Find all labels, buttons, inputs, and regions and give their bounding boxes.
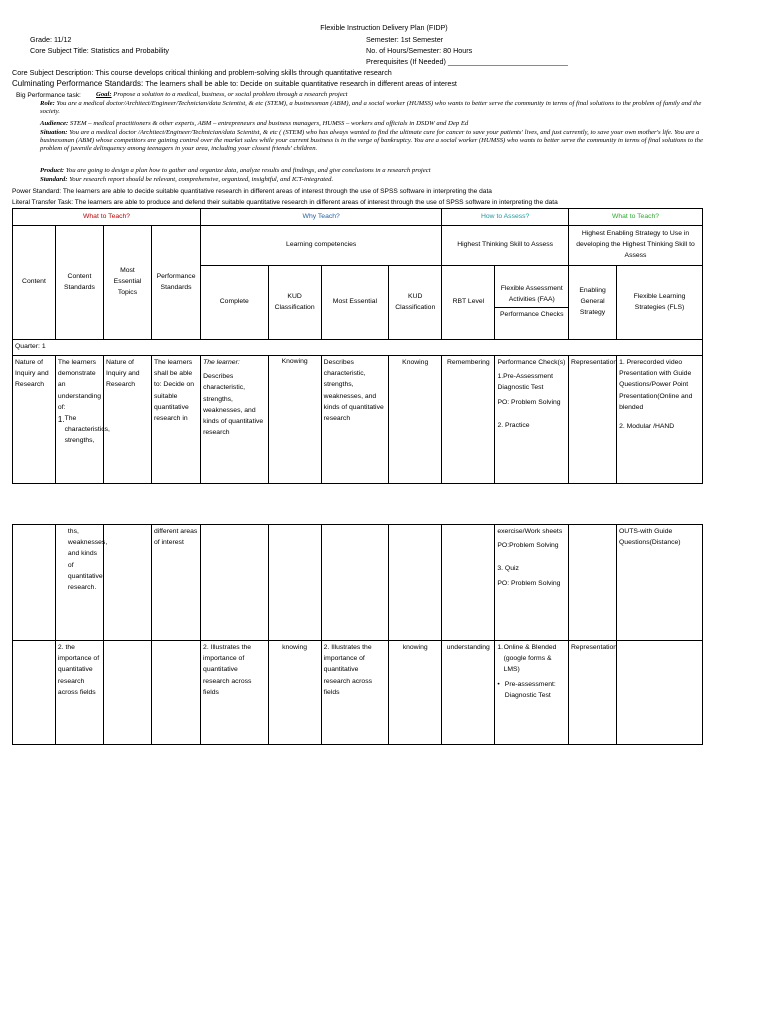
goal-label: Goal:	[96, 91, 112, 98]
content-standards-header: Content Standards	[55, 226, 103, 340]
r1-most-essential: Describes characteristic, strengths, weaknesses, and kinds of quantitative research	[321, 356, 388, 484]
r2-faa-2: PO:Problem Solving	[497, 542, 559, 550]
rbt-level-header: RBT Level	[442, 266, 495, 340]
r1-cs-item-text: The characteristics, strengths,	[64, 415, 110, 445]
big-performance-task-label: Big Performance task:	[16, 92, 81, 99]
r1-fls	[617, 356, 703, 484]
r1-faa-2: 1.Pre-Assessment Diagnostic Test	[497, 373, 553, 392]
r3-kud2: knowing	[389, 641, 442, 745]
ltt-text: The learners are able to produce and defend their suitable quantitative research in different areas of interest through the use of SPSS software in interpreting the data	[74, 199, 558, 206]
r1-kud1: Knowing	[268, 356, 321, 484]
r3-faa-item-1: 1. Online & Blended (google forms & LMS)	[497, 642, 566, 676]
goal-line	[96, 91, 656, 99]
r3-faa-1: Online & Blended (google forms & LMS)	[503, 644, 557, 674]
culminating-standards	[12, 79, 457, 89]
quarter-label: Quarter: 1	[13, 340, 703, 356]
role-text: You are a medical doctor/Architect/Engineer/Technician/data Scientist, & etc (STEM), a businessman (ABM), and a social worker (HUMSS) who wants to better serve the community in terms of final solutions to the problem of family and the society.	[40, 100, 702, 116]
r1-complete-intro: The learner:	[203, 359, 240, 366]
what-to-teach-header-2: What to Teach?	[569, 209, 703, 226]
grade-label: Grade: 11/12	[30, 35, 72, 44]
r2-kud1	[268, 525, 321, 641]
r2-rbt	[442, 525, 495, 641]
situation-line	[40, 129, 710, 153]
kud-header-2: KUD Classification	[389, 266, 442, 340]
fls-header: Flexible Learning Strategies (FLS)	[617, 266, 703, 340]
r3-fls	[617, 641, 703, 745]
product-line	[40, 167, 710, 175]
why-teach-header: Why Teach?	[201, 209, 442, 226]
r2-faa-4: PO: Problem Solving	[497, 579, 561, 587]
r2-faa-1: exercise/Work sheets	[497, 528, 563, 535]
r3-kud1: knowing	[268, 641, 321, 745]
highest-thinking-header: Highest Thinking Skill to Assess	[442, 226, 569, 266]
r1-performance-standards: The learners shall be able to: Decide on suitable quantitative research in	[151, 356, 200, 484]
power-standard-text: The learners are able to decide suitable quantitative research in different areas of interest through the use of SPSS software in interpreting the data	[62, 188, 492, 195]
subject-title: Core Subject Title: Statistics and Probability	[30, 46, 170, 55]
situation-label: Situation:	[40, 129, 68, 136]
r1-faa-1: Performance Check(s)	[497, 359, 566, 366]
subject-description: Core Subject Description: This course develops critical thinking and problem-solving skills through quantitative research	[12, 68, 392, 77]
complete-header: Complete	[201, 266, 268, 340]
content-header: Content	[13, 226, 56, 340]
r1-fls-1: 1. Prerecorded video Presentation with Guide Questions/Power Point Presentation(Online and blended	[619, 359, 693, 411]
r1-complete	[201, 356, 268, 484]
r3-performance-standards	[151, 641, 200, 745]
fidp-table-page1	[12, 208, 703, 484]
cps-label: Culminating Performance Standards:	[12, 79, 144, 88]
cps-text: The learners shall be able to: Decide on suitable quantitative research in different areas of interest	[145, 79, 457, 88]
how-to-assess-header: How to Assess?	[442, 209, 569, 226]
document-title: Flexible Instruction Delivery Plan (FIDP)	[320, 23, 448, 32]
performance-standards-header: Performance Standards	[151, 226, 200, 340]
r1-cs-item: 1. The characteristics, strengths,	[58, 413, 101, 447]
r1-faa-4: 2. Practice	[497, 421, 530, 429]
most-essential-header: Most Essential	[321, 266, 388, 340]
audience-line	[40, 120, 710, 128]
r2-faa-3: 3. Quiz	[497, 565, 519, 573]
r1-content-standards	[55, 356, 110, 484]
product-text: You are going to design a plan how to gather and organize data, analyze results and findings, and give conclusions in a research project	[65, 167, 431, 174]
r1-cs-intro: The learners demonstrate an understanding of:	[57, 359, 102, 411]
goal-text: Propose a solution to a medical, business, or social problem through a research project	[113, 91, 348, 98]
r2-fls: OUTS-with Guide Questions(Distance)	[617, 525, 703, 641]
r1-content: Nature of Inquiry and Research	[13, 356, 56, 484]
faa-header	[495, 266, 569, 340]
standard-text: Your research report should be relevant, comprehensive, organized, insightful, and ICT-integrated.	[69, 176, 334, 183]
faa-label: Flexible Assessment Activities (FAA)	[500, 284, 563, 303]
r1-complete-text: Describes characteristic, strengths, weaknesses, and kinds of quantitative research	[203, 373, 264, 437]
r3-topics	[103, 641, 151, 745]
r1-fls-2: 2. Modular /HAND	[619, 423, 675, 431]
prerequisites-label: Prerequisites (If Needed) ______________________________	[366, 57, 568, 66]
highest-enabling-header: Highest Enabling Strategy to Use in developing the Highest Thinking Skill to Assess	[569, 226, 703, 266]
bullet-icon: •	[497, 680, 500, 688]
r1-rbt: Remembering	[442, 356, 495, 484]
r1-faa-3: PO: Problem Solving	[497, 398, 561, 406]
power-standard-label: Power Standard:	[12, 188, 62, 195]
r3-complete: 2. Illustrates the importance of quantitative research across fields	[201, 641, 268, 745]
r3-rbt: understanding	[442, 641, 495, 745]
product-label: Product:	[40, 167, 65, 174]
fidp-table-page2	[12, 524, 703, 745]
kud-header-1: KUD Classification	[268, 266, 321, 340]
what-to-teach-header: What to Teach?	[13, 209, 201, 226]
r2-egs	[568, 525, 616, 641]
role-line	[40, 100, 710, 116]
r2-performance-standards: different areas of interest	[151, 525, 200, 641]
hours-label: No. of Hours/Semester: 80 Hours	[366, 46, 473, 55]
r1-faa	[495, 356, 569, 484]
r3-egs: Representation	[568, 641, 616, 745]
r1-egs: Representation	[569, 356, 617, 484]
r2-complete	[201, 525, 268, 641]
literal-transfer-task	[12, 199, 558, 207]
power-standard	[12, 188, 492, 196]
r3-faa-2: Pre-assessment: Diagnostic Test	[504, 680, 556, 699]
role-label: Role:	[40, 100, 55, 107]
r2-kud2	[389, 525, 442, 641]
audience-label: Audience:	[40, 120, 69, 127]
enabling-general-strategy-header: Enabling General Strategy	[569, 266, 617, 340]
audience-text: STEM – medical practitioners & other experts, ABM – entrepreneurs and business managers, HUMSS – workers and officials in DSDW and Dep Ed	[69, 120, 469, 127]
situation-text: You are a medical doctor /Architect/Engineer/Technician/data Scientist, & etc ( (STEM) who has always wanted to find the ultimate cure for cancer to save your patients' lives, and just currently, to save your own mother's life. You are a businessman (ABM) whose competitors are gaining control over the market sales while your current business is in the verge of bankruptcy. You are a social worker (HUMSS) who wants to better serve the community in terms of final solutions to the problem of juvenile delinquency among teenagers in your area, including your closest friends' children.	[40, 129, 703, 153]
r2-topics	[103, 525, 151, 641]
r2-most-essential	[321, 525, 388, 641]
standard-line	[40, 176, 710, 184]
r2-content	[13, 525, 56, 641]
r3-faa-item-2	[497, 679, 566, 701]
r3-content-standards: 2. the importance of quantitative research across fields	[55, 641, 103, 745]
r1-kud2: Knowing	[389, 356, 442, 484]
learning-competencies-header: Learning competencies	[201, 226, 442, 266]
r1-topics: Nature of Inquiry and Research	[103, 356, 151, 484]
r3-most-essential: 2. Illustrates the importance of quantitative research across fields	[321, 641, 388, 745]
r2-faa	[495, 525, 569, 641]
performance-checks-label: Performance Checks	[495, 307, 568, 321]
r3-faa	[495, 641, 569, 745]
most-essential-topics-header: Most Essential Topics	[103, 226, 151, 340]
semester-label: Semester: 1st Semester	[366, 35, 444, 44]
standard-label: Standard:	[40, 176, 68, 183]
r2-content-standards: ths, weaknesses, and kinds of quantitative research.	[55, 525, 103, 641]
r3-content	[13, 641, 56, 745]
ltt-label: Literal Transfer Task:	[12, 199, 74, 206]
